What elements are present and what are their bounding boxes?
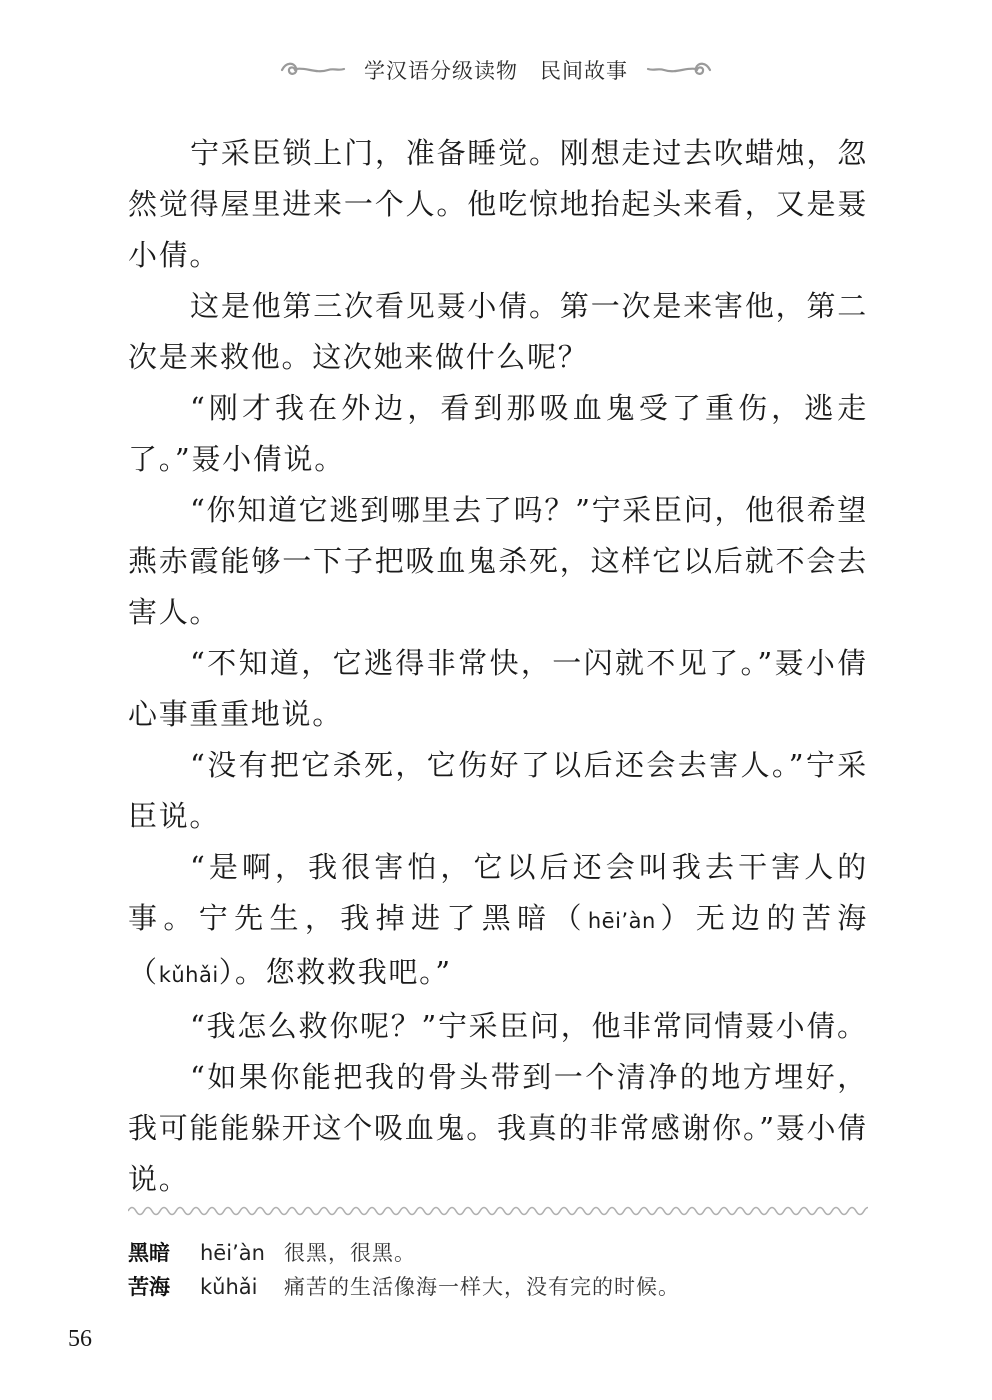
running-header — [0, 50, 992, 90]
glossary-pinyin: hēi’àn — [200, 1241, 265, 1265]
header-series-title: 学汉语分级读物 — [364, 59, 518, 83]
glossary-term: 黑暗 — [128, 1241, 170, 1265]
paragraph-7-part-b: ）无边的苦海（ — [128, 901, 868, 989]
paragraph-1: 宁采臣锁上门，准备睡觉。刚想走过去吹蜡烛，忽然觉得屋里进来一个人。他吃惊地抬起头来看，又是聂小倩。 — [128, 136, 868, 272]
paragraph-4: “你知道它逃到哪里去了吗？”宁采臣问，他很希望燕赤霞能够一下子把吸血鬼杀死，这样它以后就不会去害人。 — [128, 493, 868, 629]
paragraph-8: “我怎么救你呢？”宁采臣问，他非常同情聂小倩。 — [190, 1009, 868, 1043]
glossary-definition: 痛苦的生活像海一样大，没有完的时候。 — [284, 1275, 680, 1299]
glossary-entry — [128, 1270, 888, 1304]
glossary-definition: 很黑，很黑。 — [284, 1241, 416, 1265]
paragraph-3: “刚才我在外边，看到那吸血鬼受了重伤，逃走了。”聂小倩说。 — [128, 391, 868, 476]
header-title — [364, 55, 628, 85]
inline-pinyin-heian: hēi’àn — [587, 909, 656, 933]
inline-pinyin-kuhai: kǔhǎi — [158, 963, 219, 987]
paragraph-6: “没有把它杀死，它伤好了以后还会去害人。”宁采臣说。 — [128, 748, 868, 833]
story-body — [128, 128, 868, 1205]
paragraph-9: “如果你能把我的骨头带到一个清净的地方埋好，我可能能躲开这个吸血鬼。我真的非常感谢你。”聂小倩说。 — [128, 1060, 868, 1196]
glossary-term: 苦海 — [128, 1275, 170, 1299]
paragraph-5: “不知道，它逃得非常快，一闪就不见了。”聂小倩心事重重地说。 — [128, 646, 868, 731]
decorative-divider — [128, 1202, 868, 1220]
header-volume-title: 民间故事 — [540, 59, 628, 83]
glossary — [128, 1236, 888, 1304]
right-scroll-ornament-icon — [644, 57, 714, 83]
left-scroll-ornament-icon — [278, 57, 348, 83]
paragraph-2: 这是他第三次看见聂小倩。第一次是来害他，第二次是来救他。这次她来做什么呢？ — [128, 289, 868, 374]
page-number: 56 — [68, 1326, 92, 1352]
glossary-entry — [128, 1236, 888, 1270]
paragraph-7 — [128, 842, 868, 1001]
glossary-pinyin: kǔhǎi — [200, 1275, 258, 1299]
paragraph-7-part-a: “是啊，我很害怕，它以后还会叫我去干害人的事。宁先生，我掉进了黑暗（ — [128, 850, 868, 935]
paragraph-7-part-c: ）。您救救我吧。” — [218, 955, 452, 989]
